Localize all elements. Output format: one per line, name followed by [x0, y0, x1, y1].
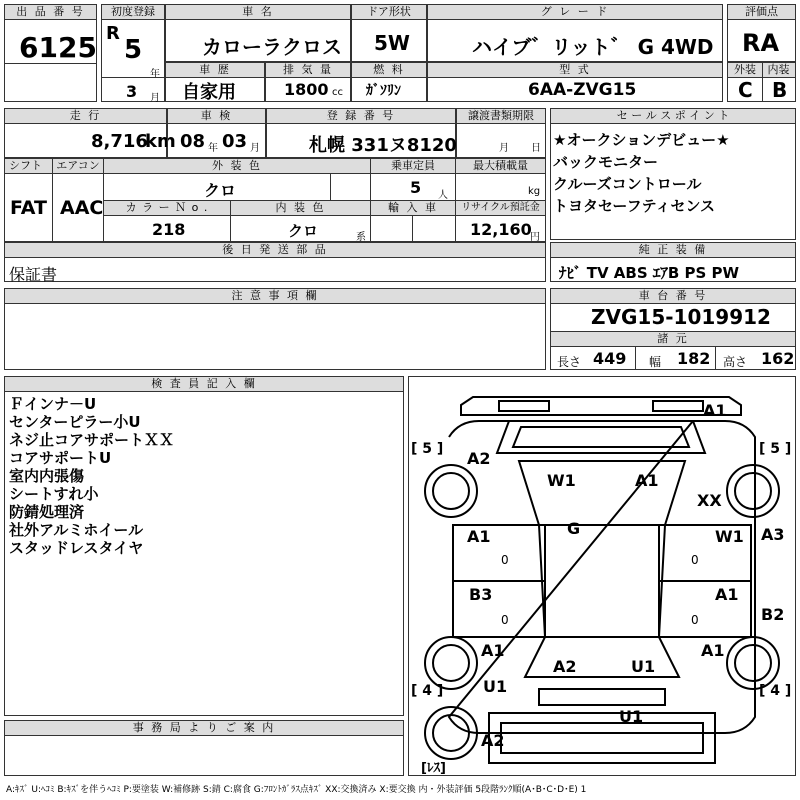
- shift-value: FAT: [10, 197, 47, 219]
- damage-right-front-door: W1: [715, 527, 744, 546]
- inspection-label: 車 検: [168, 109, 265, 124]
- interior-label: 内装: [762, 63, 795, 78]
- int-color-value: クロ: [288, 222, 319, 240]
- sales-points-box: [550, 108, 796, 240]
- inspection-year: 08: [180, 131, 206, 152]
- first-registration-box: [101, 4, 165, 102]
- sales-point: クルーズコントロール: [553, 175, 702, 193]
- first-registration-year: 5: [124, 35, 143, 65]
- yen-unit: 円: [530, 232, 540, 243]
- grade-value: ハイブ゛リット゛ G 4WD: [472, 35, 714, 59]
- door-box: [351, 4, 427, 62]
- damage-right-rear-door: A1: [715, 585, 739, 604]
- genuine-equip-value: ﾅﾋﾞ TV ABS ｴｱB PS PW: [559, 264, 740, 282]
- damage-front-bumper: A1: [703, 401, 727, 420]
- registration-box: [266, 108, 456, 158]
- sales-point: トヨタセーフティセンス: [553, 197, 716, 215]
- recycle-label: リサイクル預託金: [456, 201, 545, 216]
- tire-rear-left: [ 4 ]: [411, 683, 444, 699]
- damage-right-small-2: 0: [691, 613, 699, 627]
- damage-right-rear-fender: A1: [701, 641, 725, 660]
- first-registration-label: 初度登録: [102, 5, 164, 20]
- later-parts-label: 後 日 発 送 部 品: [5, 243, 545, 258]
- chassis-value: ZVG15-1019912: [591, 305, 771, 329]
- damage-left-small-1: 0: [501, 553, 509, 567]
- era-value: R: [106, 23, 120, 44]
- damage-left-small-2: 0: [501, 613, 509, 627]
- displacement-label: 排 気 量: [266, 63, 350, 78]
- score-box: [727, 4, 796, 62]
- month-unit: 月: [150, 93, 160, 104]
- damage-left-front-fender: A2: [467, 449, 491, 468]
- damage-right-front-fender: XX: [697, 491, 722, 510]
- interior-value: B: [772, 78, 788, 102]
- car-diagram-box: [408, 376, 796, 776]
- height-label: 高さ: [723, 355, 748, 369]
- sales-point: ★オークションデビュー★: [553, 131, 730, 149]
- width-value: 182: [677, 349, 711, 368]
- model-label: 型 式: [428, 63, 722, 78]
- door-label: ドア形状: [352, 5, 426, 20]
- legend-text: A:ｷｽﾞ U:ﾍｺﾐ B:ｷｽﾞを伴うﾍｺﾐ P:要塗装 W:補修跡 S:錆 C:腐食 G:ﾌﾛﾝﾄｶﾞﾗｽ点ｷｽﾞ XX:交換済み X:要交換 内・外装評価 5段階ﾗﾝｸ順(A･B･C･D･E) 1: [6, 785, 587, 795]
- grade-box: [427, 4, 723, 62]
- inspection-month: 03: [222, 131, 248, 152]
- later-parts-box: [4, 242, 546, 282]
- lot-number-value: 6125: [19, 31, 97, 64]
- score-value: RA: [742, 29, 780, 57]
- registration-label: 登 録 番 号: [267, 109, 455, 124]
- ext-color-value: クロ: [204, 181, 237, 200]
- office-info-box: [4, 720, 404, 776]
- inspector-note: 防錆処理済: [9, 503, 85, 521]
- damage-hood-left: W1: [547, 471, 576, 490]
- damage-right-rocker: B2: [761, 605, 785, 624]
- inspection-year-unit: 年: [208, 143, 218, 154]
- history-value: 自家用: [182, 82, 236, 103]
- displacement-value: 1800: [284, 80, 329, 99]
- year-unit: 年: [150, 69, 160, 80]
- fuel-box: [351, 62, 427, 102]
- inspector-label: 検 査 員 記 入 欄: [5, 377, 403, 392]
- fuel-value: ｶﾞｿﾘﾝ: [366, 83, 401, 99]
- mileage-label: 走 行: [5, 109, 166, 124]
- color-no-label: カ ラ ー Ｎ o .: [104, 201, 230, 216]
- inspector-note: コアサポートU: [9, 449, 112, 467]
- car-diagram: [409, 377, 795, 775]
- damage-trunk-left: A2: [553, 657, 577, 676]
- shift-label: シフト: [5, 159, 52, 174]
- car-name-label: 車 名: [166, 5, 350, 20]
- damage-right-small-1: 0: [691, 553, 699, 567]
- deadline-day: 日: [531, 143, 541, 154]
- notes-label: 注 意 事 項 欄: [5, 289, 545, 304]
- damage-right-pillar: A3: [761, 525, 785, 544]
- kei-unit: 系: [356, 232, 366, 243]
- color-no-value: 218: [152, 220, 186, 239]
- transfer-deadline-label: 譲渡書類期限: [457, 109, 545, 124]
- capacity-label: 乗車定員: [371, 159, 455, 174]
- length-value: 449: [593, 349, 627, 368]
- sales-points-list: [553, 129, 793, 217]
- int-color-label: 内 装 色: [231, 201, 370, 216]
- lot-number-label: 出 品 番 号: [5, 5, 96, 20]
- car-name-box: [165, 4, 351, 62]
- ext-int-box: [727, 62, 796, 102]
- tire-front-right: [ 5 ]: [759, 441, 792, 457]
- fuel-label: 燃 料: [352, 63, 426, 78]
- damage-roof: G: [567, 519, 581, 538]
- notes-box: [4, 288, 546, 370]
- damage-left-front-door: A1: [467, 527, 491, 546]
- office-info-label: 事 務 局 よ り ご 案 内: [5, 721, 403, 736]
- genuine-equip-label: 純 正 装 備: [551, 243, 795, 258]
- history-label: 車 歴: [166, 63, 264, 78]
- capacity-value: 5: [410, 178, 422, 197]
- sales-points-label: セ ー ル ス ポ イ ン ト: [551, 109, 795, 124]
- inspector-note: 社外アルミホイール: [9, 521, 144, 539]
- chassis-box: [550, 288, 796, 370]
- damage-left-rear-quarter: U1: [483, 677, 508, 696]
- km-unit: km: [145, 131, 176, 152]
- chassis-label: 車 台 番 号: [551, 289, 795, 304]
- inspector-note: ネジ止コアサポートＸＸ: [9, 431, 175, 449]
- exterior-label: 外装: [728, 63, 762, 78]
- height-value: 162: [761, 349, 795, 368]
- lot-number-box: [4, 4, 97, 102]
- length-label: 長さ: [557, 355, 582, 369]
- door-value: 5W: [374, 31, 410, 55]
- model-value: 6AA-ZVG15: [528, 80, 637, 100]
- inspection-month-unit: 月: [250, 143, 260, 154]
- width-label: 幅: [649, 355, 662, 369]
- tire-spare: [ﾚｽ]: [421, 761, 446, 776]
- transfer-deadline-box: [456, 108, 546, 158]
- exterior-value: C: [738, 78, 753, 102]
- sales-point: バックモニター: [553, 153, 659, 171]
- car-name-value: カローラクロス: [202, 35, 342, 59]
- inspector-note: Ｆインナ－U: [9, 395, 97, 413]
- damage-left-rear-door: B3: [469, 585, 493, 604]
- inspector-notes-list: [9, 395, 399, 557]
- displacement-box: [265, 62, 351, 102]
- kg-unit: kg: [528, 186, 541, 197]
- tire-front-left: [ 5 ]: [411, 441, 444, 457]
- recycle-value: 12,160: [470, 220, 532, 239]
- person-unit: 人: [438, 190, 448, 201]
- inspector-box: [4, 376, 404, 716]
- first-registration-month: 3: [126, 82, 138, 101]
- damage-rear-bottom: A2: [481, 731, 505, 750]
- tire-rear-right: [ 4 ]: [759, 683, 792, 699]
- import-label: 輸 入 車: [371, 201, 455, 216]
- inspection-box: [167, 108, 266, 158]
- inspector-note: 室内内張傷: [9, 467, 85, 485]
- cc-unit: cc: [332, 87, 343, 98]
- mileage-box: [4, 108, 176, 158]
- aircon-label: エアコン: [53, 159, 103, 174]
- inspector-note: スタッドレスタイヤ: [9, 539, 144, 557]
- inspector-note: センターピラー小U: [9, 413, 141, 431]
- later-parts-value: 保証書: [9, 265, 58, 284]
- mileage-value: 8,716: [91, 131, 148, 152]
- damage-rear-bumper: U1: [619, 707, 644, 726]
- aircon-value: AAC: [60, 197, 104, 219]
- history-box: [165, 62, 265, 102]
- ext-color-label: 外 装 色: [104, 159, 370, 174]
- inspector-note: シートすれ小: [9, 485, 99, 503]
- damage-hood-right: A1: [635, 471, 659, 490]
- genuine-equip-box: [550, 242, 796, 282]
- registration-value: 札幌 331ヌ8120: [309, 135, 457, 156]
- score-label: 評価点: [728, 5, 795, 20]
- damage-left-rear-fender: A1: [481, 641, 505, 660]
- specs-label: 諸 元: [551, 331, 795, 347]
- max-load-label: 最大積載量: [456, 159, 545, 174]
- grade-label: グ レ ー ド: [428, 5, 722, 20]
- model-box: [427, 62, 723, 102]
- damage-trunk-right: U1: [631, 657, 656, 676]
- deadline-month: 月: [499, 143, 509, 154]
